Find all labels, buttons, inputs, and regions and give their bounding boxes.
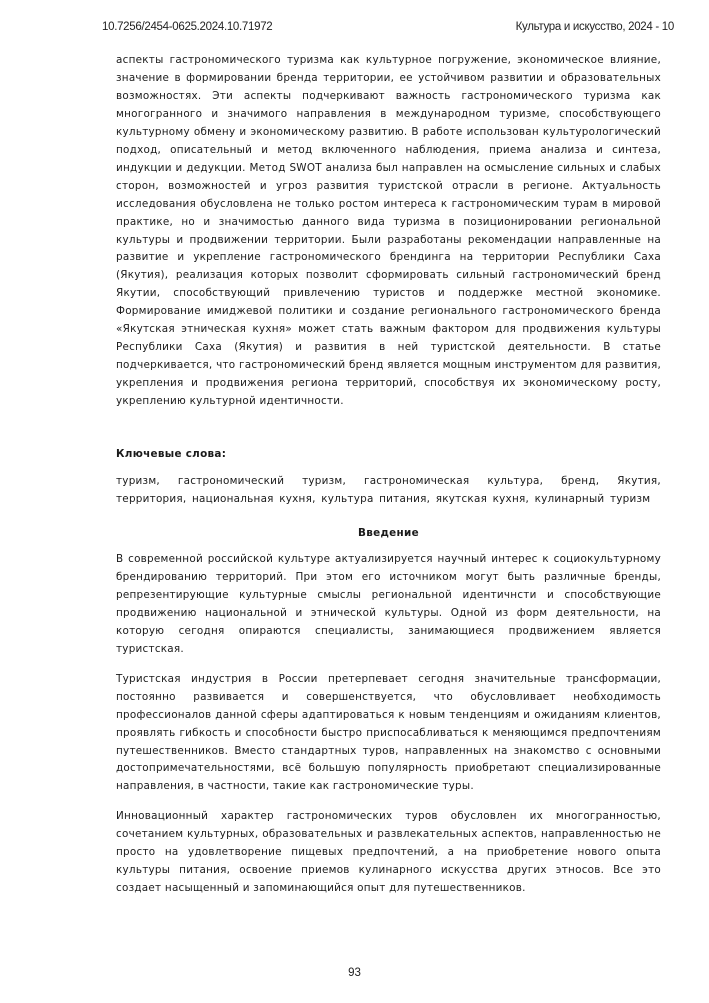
keywords-text: туризм, гастрономический туризм, гастрономическая культура, бренд, Якутия, территория, национальная кухня, культура питания, якутская кухня, кулинарный туризм — [116, 475, 661, 506]
journal-header: Культура и искусство, 2024 - 10 — [515, 21, 674, 33]
article-body — [116, 52, 661, 898]
section-title-introduction: Введение — [358, 526, 419, 539]
doi-header: 10.7256/2454-0625.2024.10.71972 — [102, 21, 273, 33]
paragraph: Инновационный характер гастрономических туров обусловлен их многогранностью, сочетанием культурных, образовательных и развлекательных аспектов, направленностью не просто на удовлетворение пищевых предпочтений, а на приобретение нового опыта культуры питания, освоение приемов кулинарного искусства других этносов. Все это создает насыщенный и запоминающийся опыт для путешественников. — [116, 810, 661, 895]
paragraph: В современной российской культуре актуализируется научный интерес к социокультурному брендированию территорий. При этом его источником могут быть различные бренды, репрезентирующие культурные смыслы региональной идентичнсти и способствующие продвижению национальной и этнической культуры. Одной из форм деятельности, на которую сегодня опираются специалисты, занимающиеся продвижением является туристская. — [116, 552, 661, 655]
page-number: 93 — [348, 967, 361, 979]
keywords-heading: Ключевые слова: — [116, 448, 227, 461]
paragraph: Туристская индустрия в России претерпевает сегодня значительные трансформации, постоянно развивается и совершенствуется, что обусловливает необходимость профессионалов данной сферы адаптироваться к новым тенденциям и ожиданиям клиентов, проявлять гибкость и способности быстро приспосабливаться к меняющимся предпочтениям путешественников. Вместо стандартных туров, направленных на знакомство с основными достопримечательностями, всё большую популярность приобретают специализированные направления, в частности, такие как гастрономические туры. — [116, 672, 661, 793]
abstract-text: аспекты гастрономического туризма как культурное погружение, экономическое влияние, значение в формировании бренда территории, ее устойчивом развитии и образовательных возможностях. Эти аспекты подчеркивают важность гастрономического туризма как многогранного и значимого направления в международном туризме, способствующего культурному обмену и экономическому развитию. В работе использован культурологический подход, описательный и метод включенного наблюдения, приема анализа и синтеза, индукции и дедукции. Метод SWOT анализа был направлен на осмысление сильных и слабых сторон, возможностей и угроз развития туристской отрасли в регионе. Актуальность исследования обусловлена не только ростом интереса к гастрономическим турам в мировой практике, но и значимостью данного вида туризма в позиционировании региональной культуры и продвижении территории. Были разработаны рекомендации направленные на развитие и укрепление гастрономического брендинга на территории Республики Саха (Якутия), реализация которых позволит сформировать сильный гастрономический бренд Якутии, способствующий привлечению туристов и поддержке местной экономике. Формирование имиджевой политики и создание регионального гастрономического бренда «Якутская этническая кухня» может стать важным фактором для продвижения культуры Республики Саха (Якутия) и развития в ней туристской деятельности. В статье подчеркивается, что гастрономический бренд является мощным инструментом для развития, укрепления и продвижения региона территорий, способствуя их экономическому росту, укреплению культурной идентичности. — [116, 54, 661, 408]
